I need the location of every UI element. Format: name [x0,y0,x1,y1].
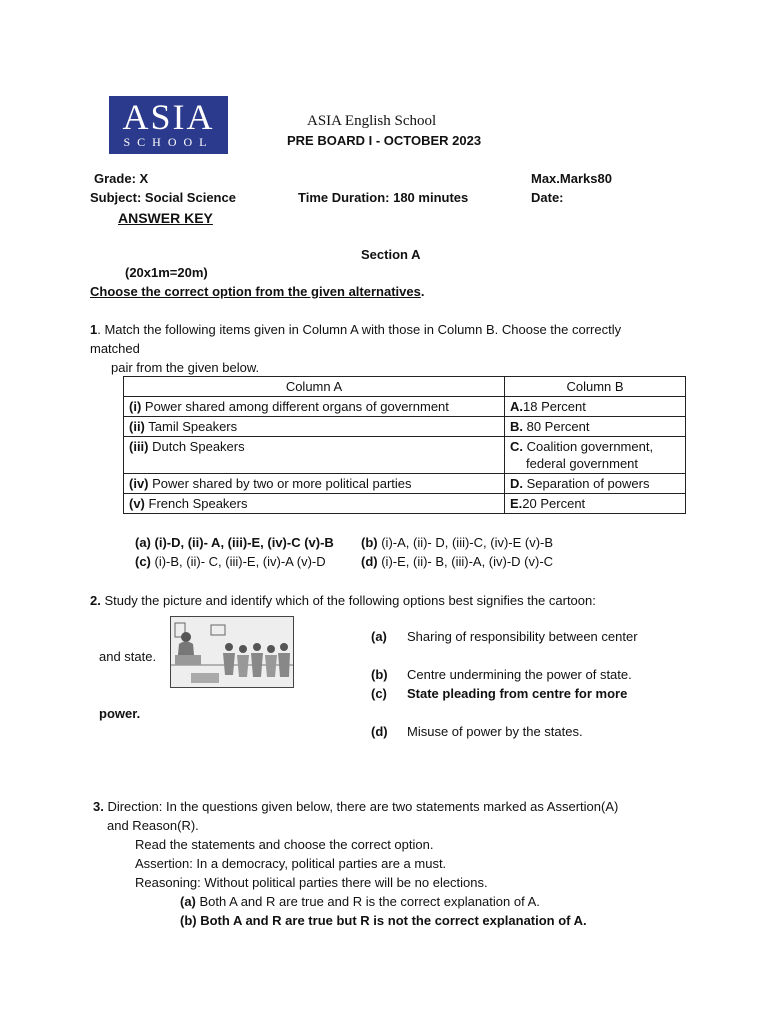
subject-label: Subject: Social Science [90,190,236,205]
q2-number: 2. [90,593,101,608]
q3-text-line2: and Reason(R). [107,818,199,833]
instruction-period: . [420,284,425,299]
q2-option-a-text: Sharing of responsibility between center [407,629,638,644]
item-number: (i) [129,399,142,414]
cartoon-image [170,616,294,688]
column-b-cell [505,437,686,474]
section-instruction [90,284,424,299]
column-a-cell [124,397,505,417]
section-marks: (20x1m=20m) [125,265,208,280]
column-b-cell [505,397,686,417]
q2-option-c-text: State pleading from centre for more [407,686,628,701]
q1-option-b-text: (i)-A, (ii)- D, (iii)-C, (iv)-E (v)-B [377,535,554,550]
q3-text-line1 [93,799,618,814]
table-header-row [124,377,686,397]
column-a-header: Column A [124,377,505,397]
q1-option-d-text: (i)-E, (ii)- B, (iii)-A, (iv)-D (v)-C [377,554,554,569]
q1-number: 1 [90,322,98,337]
item-number: (iii) [129,439,149,454]
q2-option-d-text: Misuse of power by the states. [407,724,583,739]
q2-text [90,593,596,608]
item-number: (ii) [129,419,145,434]
column-a-cell [124,494,505,514]
q2-option-d-label: (d) [371,724,388,739]
q1-option-b-label: (b) [361,535,378,550]
q1-option-b [361,535,553,550]
q1-option-a: (a) (i)-D, (ii)- A, (iii)-E, (iv)-C (v)-B [135,535,334,550]
q1-option-c [135,554,326,569]
q3-instruction: Read the statements and choose the correct option. [135,837,434,852]
item-text: 18 Percent [523,399,586,414]
school-name: ASIA English School [307,113,437,129]
item-text: 80 Percent [523,419,590,434]
q1-text-line2: matched [90,341,140,356]
q3-option-a-label: (a) [180,894,196,909]
q3-option-a [180,894,540,909]
q1-option-d [361,554,553,569]
table-row [124,417,686,437]
item-number: (iv) [129,476,149,491]
column-b-cell [505,417,686,437]
q1-option-c-text: (i)-B, (ii)- C, (iii)-E, (iv)-A (v)-D [150,554,326,569]
item-text-continued: federal government [526,456,639,471]
q2-option-b-label: (b) [371,667,388,682]
item-text: Power shared by two or more political parties [148,476,412,491]
time-duration-label: Time Duration: 180 minutes [298,190,469,205]
item-letter: C. [510,439,523,454]
item-text: 20 Percent [522,496,586,511]
school-logo [109,96,228,154]
column-b-cell [505,494,686,514]
column-a-cell [124,417,505,437]
item-text: Coalition government, [523,439,654,454]
exam-title: PRE BOARD I - OCTOBER 2023 [287,133,482,148]
column-a-cell [124,437,505,474]
instruction-text: Choose the correct option from the given alternatives [90,284,421,299]
q2-option-c-label: (c) [371,686,387,701]
item-letter: A. [510,399,523,414]
table-row [124,494,686,514]
item-text: French Speakers [144,496,248,511]
q2-option-a-label: (a) [371,629,387,644]
logo-sub-text: SCHOOL [123,135,214,149]
match-table [123,376,686,514]
q1-option-d-label: (d) [361,554,378,569]
item-letter: B. [510,419,523,434]
item-letter: D. [510,476,523,491]
q1-text-line1 [90,322,621,337]
item-letter: E. [510,496,523,511]
q3-number: 3. [93,799,104,814]
q1-text-a: . Match the following items given in Column A with those in Column B. Choose the correctly [97,322,622,337]
table-row [124,474,686,494]
cartoon-drawing [171,617,293,687]
column-a-cell [124,474,505,494]
q3-option-a-text: Both A and R are true and R is the correct explanation of A. [195,894,540,909]
item-text: Power shared among different organs of government [141,399,449,414]
q1-option-c-label: (c) [135,554,151,569]
column-b-cell [505,474,686,494]
item-text: Tamil Speakers [144,419,238,434]
q2-option-a-continued: and state. [99,649,157,664]
column-b-header: Column B [505,377,686,397]
max-marks-label: Max.Marks80 [531,171,612,186]
item-text: Separation of powers [523,476,650,491]
q2-option-c-continued: power. [99,706,141,721]
q3-option-b: (b) Both A and R are true but R is not the correct explanation of A. [180,913,587,928]
q3-direction: Direction: In the questions given below, there are two statements marked as Assertion(A) [103,799,619,814]
q1-text-line3: pair from the given below. [111,360,260,375]
q3-assertion: Assertion: In a democracy, political parties are a must. [135,856,447,871]
q2-option-b-text: Centre undermining the power of state. [407,667,632,682]
section-title: Section A [361,247,421,262]
logo-main-text: ASIA [122,97,215,137]
grade-label: Grade: X [94,171,149,186]
item-text: Dutch Speakers [148,439,245,454]
answer-key-heading: ANSWER KEY [118,210,213,226]
q3-reasoning: Reasoning: Without political parties there will be no elections. [135,875,488,890]
table-row [124,437,686,474]
date-label: Date: [531,190,564,205]
item-number: (v) [129,496,145,511]
table-row [124,397,686,417]
q2-question: Study the picture and identify which of the following options best signifies the cartoon: [100,593,596,608]
